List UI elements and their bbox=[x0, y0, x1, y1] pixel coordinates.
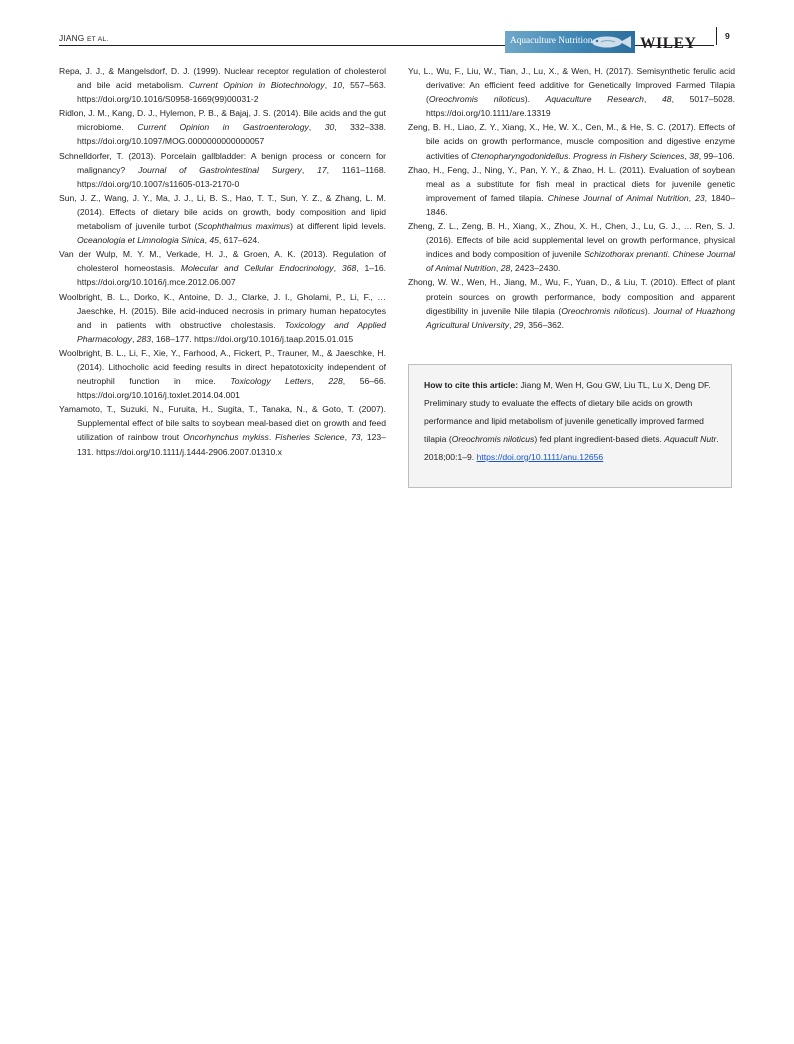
reference-italic: 48 bbox=[662, 94, 672, 105]
reference-text: Woolbright, B. L., Dorko, K., Antoine, D. J., Clarke, J. I., Gholami, P., Li, F., … Jaeschke, H. (2015). Bile acid-induced necrosis in primary human hepatocytes and in patients with obstructive cholestasis. bbox=[59, 291, 386, 330]
page-header bbox=[0, 0, 794, 60]
citation-body-2: ) fed plant ingredient-based diets. bbox=[534, 434, 665, 444]
reference-text: , bbox=[688, 192, 696, 203]
running-head bbox=[59, 33, 108, 43]
reference-italic: 228 bbox=[328, 376, 343, 387]
reference-text: , 56–66. https://doi.org/10.1016/j.toxlet.2014.04.001 bbox=[77, 376, 386, 401]
citation-label: How to cite this article: bbox=[424, 380, 519, 390]
reference-text: , 1840–1846. bbox=[426, 192, 735, 217]
citation-species: Oreochromis niloticus bbox=[451, 434, 535, 444]
reference-italic: Scophthalmus maximus bbox=[197, 221, 291, 232]
reference-italic: Current Opinion in Gastroenterology bbox=[137, 122, 309, 133]
reference-italic: 368 bbox=[341, 263, 357, 274]
reference-text: , 1161–1168. https://doi.org/10.1007/s11605-013-2170-0 bbox=[77, 164, 387, 189]
reference-italic: Schizothorax prenanti bbox=[584, 249, 668, 260]
reference-text: , 2423–2430. bbox=[510, 263, 561, 274]
reference-text: , bbox=[495, 263, 501, 274]
reference-text: Zhong, W. W., Wen, H., Jiang, M., Wu, F., Yuan, D., & Liu, T. (2010). Effect of plant protein sources on growth performance, body composition and apparent digestibility in juvenile Nile tilapia ( bbox=[408, 277, 735, 316]
citation-body-1: Jiang M, Wen H, Gou GW, Liu TL, Lu X, Deng DF. Preliminary study to evaluate the effects of dietary bile acids on growth performance and lipid metabolism of juvenile genetically improved farmed tilapia ( bbox=[424, 380, 711, 444]
reference-italic: Chinese Journal of Animal Nutrition bbox=[547, 192, 689, 203]
reference-text: , 123–131. https://doi.org/10.1111/j.1444-2906.2007.01310.x bbox=[77, 432, 386, 457]
reference-text: Zeng, B. H., Liao, Z. Y., Xiang, X., He, W. X., Cen, M., & He, S. C. (2017). Effects of bile acids on growth performance, muscle composition and digestive enzyme activities of bbox=[408, 122, 735, 161]
reference-entry bbox=[59, 247, 386, 289]
citation-journal: Aquacult Nutr bbox=[664, 434, 717, 444]
reference-text: , 557–563. https://doi.org/10.1016/S0958-1669(99)00031-2 bbox=[77, 80, 386, 105]
journal-name: Aquaculture Nutrition bbox=[510, 36, 593, 46]
reference-italic: 283 bbox=[136, 333, 152, 344]
fish-icon bbox=[587, 33, 633, 51]
reference-entry bbox=[59, 106, 386, 148]
reference-italic: 38 bbox=[689, 150, 699, 161]
reference-text: . bbox=[268, 432, 276, 443]
reference-entry bbox=[59, 290, 386, 346]
reference-italic: Chinese Journal of Animal Nutrition bbox=[426, 249, 736, 274]
reference-entry bbox=[59, 191, 386, 247]
citation-box bbox=[408, 364, 732, 488]
references-left-column bbox=[59, 64, 386, 459]
reference-text: , 356–362. bbox=[523, 319, 565, 330]
reference-italic: 45 bbox=[209, 235, 219, 246]
reference-text: ) at different lipid levels. bbox=[290, 221, 386, 232]
reference-text: , bbox=[308, 122, 325, 133]
reference-italic: 23 bbox=[695, 192, 705, 203]
reference-italic: Oceanologia et Limnologia Sinica bbox=[77, 235, 205, 246]
reference-italic: Toxicology Letters bbox=[230, 376, 312, 387]
page-number-rule bbox=[716, 27, 717, 45]
page-number: 9 bbox=[725, 31, 730, 41]
reference-text: ). bbox=[524, 94, 546, 105]
reference-text: Yamamoto, T., Suzuki, N., Furuita, H., Sugita, T., Tanaka, N., & Goto, T. (2007). Supplemental effect of bile salts to soybean meal-based diet on growth and feed utilization of rainbow trout bbox=[59, 404, 386, 443]
reference-italic: 73 bbox=[350, 432, 361, 443]
reference-italic: 30 bbox=[324, 122, 335, 133]
reference-text: , 168–177. https://doi.org/10.1016/j.taap.2015.01.015 bbox=[151, 333, 354, 344]
reference-italic: 10 bbox=[332, 80, 343, 91]
reference-italic: Journal of Gastrointestinal Surgery bbox=[138, 164, 302, 175]
reference-text: Repa, J. J., & Mangelsdorf, D. J. (1999). Nuclear receptor regulation of cholesterol and bile acid metabolism. bbox=[59, 66, 386, 91]
reference-text: , 99–106. bbox=[698, 150, 735, 161]
reference-text: , bbox=[333, 263, 342, 274]
reference-text: , bbox=[301, 164, 318, 175]
reference-text: Ridlon, J. M., Kang, D. J., Hylemon, P. B., & Bajaj, J. S. (2014). Bile acids and the gut microbiome. bbox=[59, 108, 386, 133]
reference-italic: Oreochromis niloticus bbox=[561, 305, 645, 316]
reference-italic: Molecular and Cellular Endocrinology bbox=[180, 263, 334, 274]
reference-entry bbox=[59, 346, 386, 402]
reference-text: Schnelldorfer, T. (2013). Porcelain gallbladder: A benign process or concern for malignancy? bbox=[59, 150, 386, 175]
reference-text: , 332–338. https://doi.org/10.1097/MOG.0000000000000057 bbox=[77, 122, 386, 147]
reference-text: , 1–16. https://doi.org/10.1016/j.mce.2012.06.007 bbox=[77, 263, 387, 288]
reference-entry bbox=[59, 402, 386, 458]
journal-banner bbox=[505, 31, 635, 53]
citation-doi-link[interactable]: https://doi.org/10.1111/anu.12656 bbox=[476, 452, 604, 462]
reference-italic: Toxicology and Applied Pharmacology bbox=[77, 319, 386, 344]
reference-italic: Journal of Huazhong Agricultural University bbox=[426, 305, 736, 330]
reference-text: , bbox=[643, 94, 663, 105]
reference-italic: Oncorhynchus mykiss bbox=[183, 432, 269, 443]
reference-text: Zhao, H., Feng, J., Ning, Y., Pan, Y. Y., & Zhao, H. L. (2011). Evaluation of soybean meal as a substitute for fish meal in practical diets for juvenile genetic improvement of famed tilapia. bbox=[408, 164, 735, 203]
reference-italic: Oreochromis niloticus bbox=[428, 94, 525, 105]
reference-text: Van der Wulp, M. Y. M., Verkade, H. J., & Groen, A. K. (2013). Regulation of cholesterol homeostasis. bbox=[59, 249, 386, 274]
reference-entry bbox=[59, 149, 386, 191]
reference-text: . bbox=[568, 150, 574, 161]
reference-text: Sun, J. Z., Wang, J. Y., Ma, J. J., Li, B. S., Hao, T. T., Sun, Y. Z., & Zhang, L. M. (2014). Effects of dietary bile acids on growth, body composition and lipid metabolism of juvenile turbot ( bbox=[59, 192, 386, 232]
reference-entry bbox=[408, 275, 735, 331]
reference-text: . bbox=[667, 249, 673, 260]
reference-text: Zheng, Z. L., Zeng, B. H., Xiang, X., Zhou, X. H., Chen, J., Lu, G. J., … Ren, S. J. (2016). Effects of bile acid supplemental level on growth performance, physical indices and body composition of juvenile bbox=[408, 221, 735, 260]
reference-italic: Progress in Fishery Sciences bbox=[573, 150, 685, 161]
publisher-logo: WILEY bbox=[640, 35, 697, 52]
reference-text: , bbox=[311, 376, 329, 387]
reference-text: , bbox=[684, 150, 690, 161]
reference-text: Yu, L., Wu, F., Liu, W., Tian, J., Lu, X., & Wen, H. (2017). Semisynthetic ferulic acid derivative: An efficient feed additive for Genetically Improved Farmed Tilapia ( bbox=[408, 66, 735, 105]
reference-text: , bbox=[131, 333, 137, 344]
reference-italic: Current Opinion in Biotechnology bbox=[189, 80, 325, 91]
running-head-author: JIANG bbox=[59, 33, 87, 43]
references-right-column bbox=[408, 64, 735, 332]
reference-entry bbox=[408, 120, 735, 162]
reference-italic: Fisheries Science bbox=[275, 432, 345, 443]
reference-entry bbox=[408, 219, 735, 275]
reference-italic: 29 bbox=[513, 319, 524, 330]
reference-text: , 617–624. bbox=[218, 235, 260, 246]
reference-italic: 17 bbox=[317, 164, 327, 175]
reference-italic: Ctenopharyngodonidellus bbox=[470, 150, 569, 161]
reference-text: , bbox=[509, 319, 514, 330]
reference-text: Woolbright, B. L., Li, F., Xie, Y., Farhood, A., Fickert, P., Trauner, M., & Jaeschke, H. (2014). Lithocholic acid feeding results in direct hepatotoxicity independent of neutrophil function in mice. bbox=[59, 347, 386, 387]
reference-text: , 5017–5028. https://doi.org/10.1111/are.13319 bbox=[426, 94, 736, 119]
citation-body-3: . 2018;00:1–9. bbox=[424, 434, 719, 462]
running-head-etal: ET AL. bbox=[86, 36, 109, 43]
reference-text: , bbox=[204, 235, 210, 246]
reference-entry bbox=[59, 64, 386, 106]
reference-italic: 28 bbox=[500, 263, 511, 274]
reference-italic: Aquaculture Research bbox=[545, 94, 644, 105]
reference-text: , bbox=[344, 432, 351, 443]
reference-entry bbox=[408, 64, 735, 120]
citation-text bbox=[424, 376, 720, 466]
reference-entry bbox=[408, 163, 735, 219]
reference-text: ). bbox=[644, 305, 654, 316]
reference-text: , bbox=[324, 80, 333, 91]
